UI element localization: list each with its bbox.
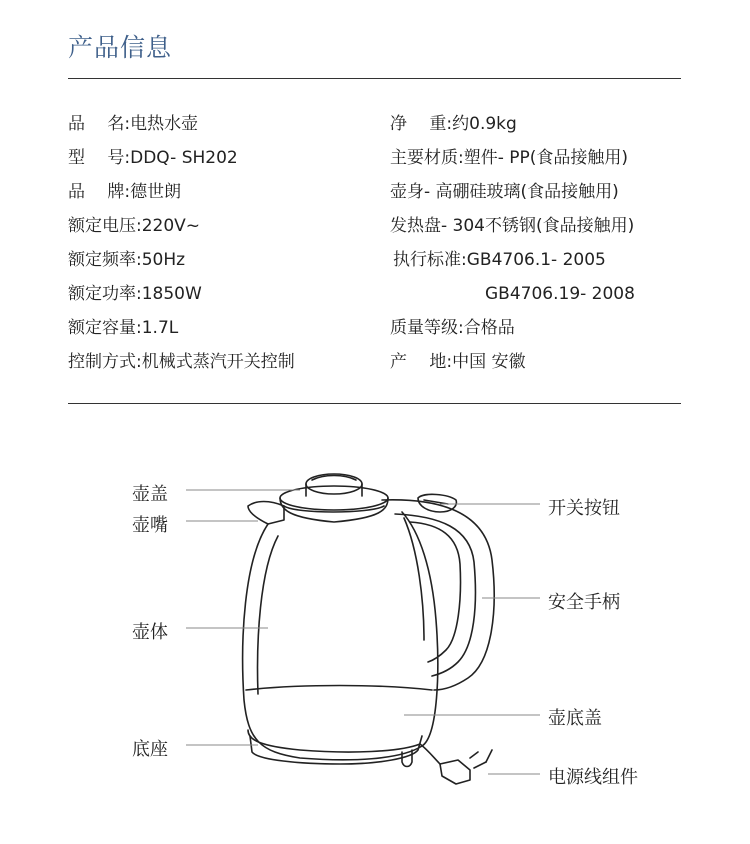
spec-standard-2: GB4706.19- 2008 [485, 284, 635, 304]
spec-weight: 净 重:约0.9kg [390, 114, 517, 134]
spec-power: 额定功率:1850W [68, 284, 202, 304]
spec-body-material: 壶身- 高硼硅玻璃(食品接触用) [390, 182, 619, 202]
spec-quality: 质量等级:合格品 [390, 318, 515, 338]
spec-capacity: 额定容量:1.7L [68, 318, 179, 338]
spec-model: 型 号:DDQ- SH202 [68, 148, 238, 168]
spec-control: 控制方式:机械式蒸汽开关控制 [68, 352, 295, 372]
label-base: 底座 [132, 739, 168, 760]
switch-shape [418, 494, 456, 512]
section-title: 产品信息 [68, 33, 173, 62]
spec-origin: 产 地:中国 安徽 [390, 352, 526, 372]
top-divider [68, 78, 681, 79]
label-power-cord: 电源线组件 [548, 767, 638, 788]
label-bottom-cover: 壶底盖 [548, 708, 602, 729]
power-cord-shape [420, 744, 492, 784]
label-switch: 开关按钮 [548, 498, 620, 519]
spec-name: 品 名:电热水壶 [68, 114, 199, 134]
spec-brand: 品 牌:德世朗 [68, 182, 182, 202]
label-spout: 壶嘴 [132, 515, 168, 536]
body-shape [243, 512, 438, 760]
base-shape [248, 730, 422, 767]
spec-material: 主要材质:塑件- PP(食品接触用) [390, 148, 629, 168]
spec-standard: 执行标准:GB4706.1- 2005 [393, 250, 606, 270]
spec-heating-plate: 发热盘- 304不锈钢(食品接触用) [390, 216, 635, 236]
spec-voltage: 额定电压:220V~ [68, 216, 201, 236]
bottom-divider [68, 403, 681, 404]
label-lid: 壶盖 [132, 484, 168, 505]
spec-frequency: 额定频率:50Hz [68, 250, 186, 270]
lid-shape [280, 474, 388, 522]
label-handle: 安全手柄 [548, 592, 620, 613]
label-body: 壶体 [132, 622, 168, 643]
